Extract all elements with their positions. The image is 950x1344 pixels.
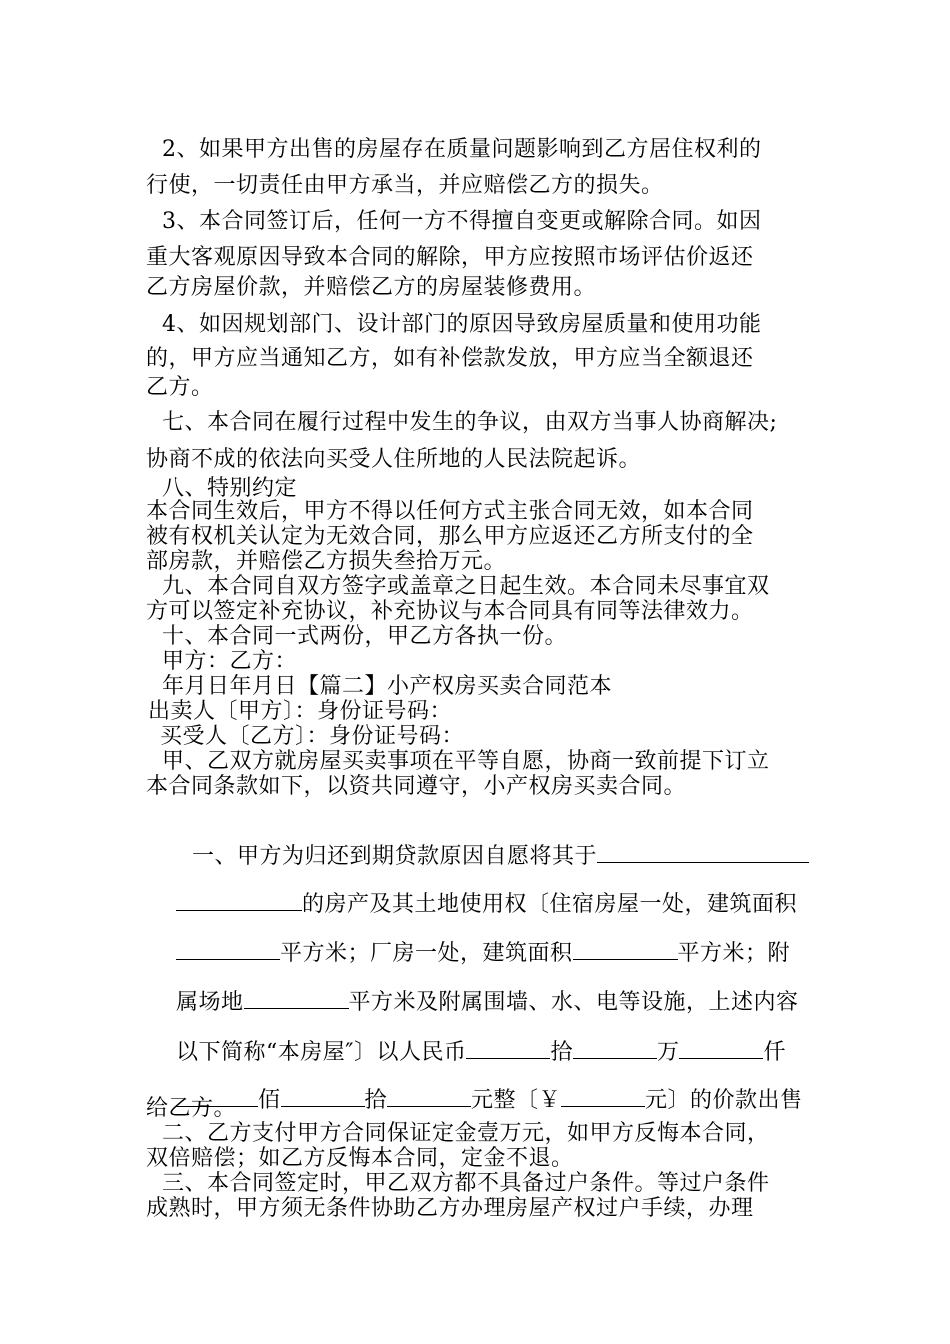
clause-7-4-line-2: 的，甲方应当通知乙方，如有补偿款发放，甲方应当全额退还 (146, 346, 754, 371)
article-1-text-6c: 元整〔￥ (471, 1088, 562, 1113)
amount-numeric-blank[interactable] (561, 1084, 645, 1107)
section-9-line-2: 方可以签定补充协议，补充协议与本合同具有同等法律效力。 (146, 599, 754, 624)
factory-area-blank[interactable] (573, 937, 678, 960)
article-1-text-4b: 平方米及附属围墙、水、电等设施，上述内容 (348, 990, 799, 1015)
clause-7-2-line-1: 2、如果甲方出售的房屋存在质量问题影响到乙方居住权利的 (162, 137, 762, 162)
seller-line: 出卖人〔甲方〕：身份证号码： (148, 699, 453, 724)
article-1-text-5b: 拾 (550, 1040, 573, 1065)
article-3-line-1: 三、本合同签定时，甲乙双方都不具备过户条件。等过户条件 (162, 1171, 770, 1196)
clause-7-3-line-1: 3、本合同签订后，任何一方不得擅自变更或解除合同。如因 (162, 209, 762, 234)
article-1-text-5d: 仟 (763, 1040, 786, 1065)
article-1-text-4a: 属场地 (175, 990, 244, 1015)
section-8-line-1: 本合同生效后，甲方不得以任何方式主张合同无效，如本合同 (146, 499, 754, 524)
article-1-line-7: 给乙方。 (146, 1096, 237, 1121)
section-7-line-1: 七、本合同在履行过程中发生的争议，由双方当事人协商解决; (162, 410, 778, 435)
section-7-line-2: 协商不成的依法向买受人住所地的人民法院起诉。 (146, 447, 642, 472)
clause-7-4-line-1: 4、如因规划部门、设计部门的原因导致房屋质量和使用功能 (162, 312, 762, 337)
article-1-text-2: 的房产及其土地使用权〔住宿房屋一处，建筑面积 (301, 892, 797, 917)
section-8-heading: 八、特别约定 (162, 476, 298, 501)
site-area-blank[interactable] (244, 986, 349, 1009)
article-2-line-1: 二、乙方支付甲方合同保证定金壹万元，如甲方反悔本合同， (162, 1121, 770, 1146)
article-1-text-6d: 元〕的价款出售 (645, 1088, 803, 1113)
section-8-line-3: 部房款，并赔偿乙方损失叁拾万元。 (146, 549, 507, 574)
article-3-line-2: 成熟时，甲方须无条件协助乙方办理房屋产权过户手续，办理 (146, 1196, 754, 1221)
amount-ten-blank[interactable] (281, 1084, 365, 1107)
section-10-line-1: 十、本合同一式两份，甲乙方各执一份。 (162, 624, 568, 649)
section-8-line-2: 被有权机关认定为无效合同，那么甲方应返还乙方所支付的全 (146, 524, 754, 549)
clause-7-2-line-2: 行使，一切责任由甲方承当，并应赔偿乙方的损失。 (146, 173, 664, 198)
contract-intro-line-2: 本合同条款如下，以资共同遵守，小产权房买卖合同。 (146, 774, 687, 799)
article-1-text-6a: 佰 (257, 1088, 281, 1113)
article-1-text-3b: 平方米；附 (677, 941, 791, 966)
article-1-text-6b: 拾 (364, 1088, 388, 1113)
contract-intro-line-1: 甲、乙双方就房屋买卖事项在平等自愿，协商一致前提下订立 (162, 749, 770, 774)
article-1-text-1: 一、甲方为归还到期贷款原因自愿将其于 (191, 844, 597, 869)
amount-yuan-blank[interactable] (387, 1084, 471, 1107)
buyer-line: 买受人〔乙方〕：身份证号码： (160, 724, 465, 749)
clause-7-3-line-3: 乙方房屋价款，并赔偿乙方的房屋装修费用。 (146, 275, 597, 300)
article-2-line-2: 双倍赔偿；如乙方反悔本合同，定金不退。 (146, 1146, 574, 1171)
article-1-text-5a: 以下简称“本房屋″〕以人民币 (175, 1040, 467, 1065)
section-9-line-1: 九、本合同自双方签字或盖章之日起生效。本合同未尽事宜双 (162, 574, 770, 599)
signature-parties: 甲方：乙方： (162, 649, 298, 674)
article-1-text-5c: 万 (656, 1040, 680, 1065)
clause-7-4-line-3: 乙方。 (146, 375, 214, 400)
signature-dates-and-title: 年月日年月日【篇二】小产权房买卖合同范本 (162, 674, 613, 699)
location-blank-continued[interactable] (176, 888, 302, 911)
article-1-text-3a: 平方米；厂房一处，建筑面积 (279, 941, 573, 966)
residence-area-blank[interactable] (176, 937, 280, 960)
clause-7-3-line-2: 重大客观原因导致本合同的解除，甲方应按照市场评估价返还 (146, 245, 754, 270)
